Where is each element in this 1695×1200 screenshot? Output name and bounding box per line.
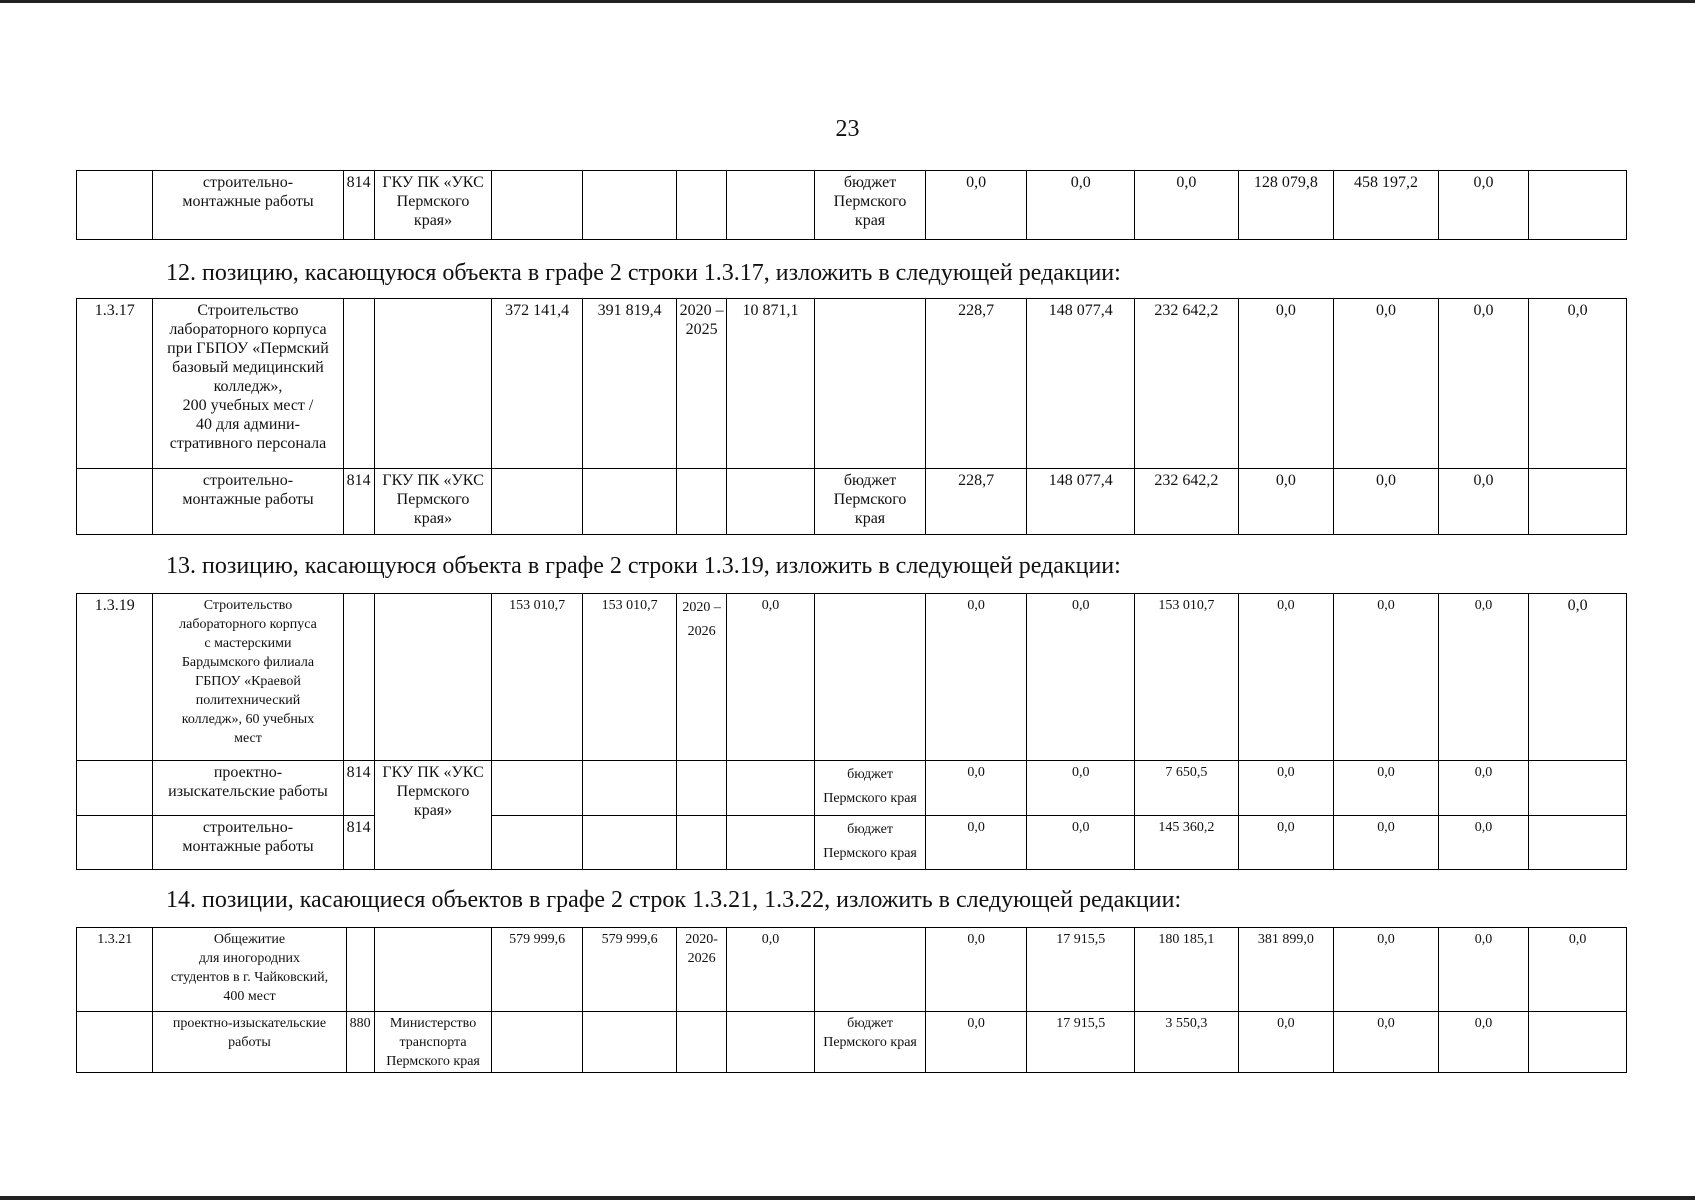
cell: 148 077,4: [1027, 469, 1135, 535]
cell: 0,0: [1027, 816, 1135, 870]
table-row: [77, 816, 1627, 870]
budget-table-1-3-17: [76, 298, 1627, 535]
cell: [677, 761, 726, 816]
funding-source: бюджет Пермского края: [815, 171, 926, 240]
cell: 579 999,6: [492, 928, 583, 1012]
cell: 0,0: [1334, 299, 1439, 469]
cell: 0,0: [1438, 816, 1529, 870]
cell: 145 360,2: [1135, 816, 1239, 870]
row-code: [77, 469, 153, 535]
cell: [677, 1012, 726, 1073]
cell: 0,0: [1238, 816, 1334, 870]
cell: 0,0: [1027, 594, 1135, 761]
cell: 0,0: [1334, 761, 1439, 816]
work-type: строительно- монтажные работы: [153, 171, 343, 240]
page-number: 23: [835, 116, 860, 142]
cell: 0,0: [1529, 594, 1627, 761]
work-type: проектно-изыскательские работы: [153, 1012, 346, 1073]
cell: 232 642,2: [1135, 469, 1239, 535]
cell: [374, 299, 492, 469]
cell: [1529, 171, 1627, 240]
budget-table-continuation: [76, 170, 1627, 240]
cell: 391 819,4: [582, 299, 677, 469]
cell: [1529, 1012, 1627, 1073]
cell: 0,0: [1027, 171, 1135, 240]
cell: 0,0: [1238, 469, 1334, 535]
cell: [343, 299, 374, 469]
object-name: Строительство лабораторного корпуса с мастерскими Бардымского филиала ГБПОУ «Краевой политехнический колледж», 60 учебных мест: [153, 594, 343, 761]
heading-item-12: 12. позицию, касающуюся объекта в графе 2 строки 1.3.17, изложить в следующей редакции:: [166, 260, 1121, 286]
row-code: 1.3.17: [77, 299, 153, 469]
cell: [726, 761, 815, 816]
executor: ГКУ ПК «УКС Пермского края»: [374, 761, 492, 870]
table-row: [77, 1012, 1627, 1073]
cell: [492, 1012, 583, 1073]
cell: 232 642,2: [1135, 299, 1239, 469]
cell: [677, 171, 726, 240]
funding-source: бюджет Пермского края: [815, 469, 926, 535]
admin-code: 880: [346, 1012, 374, 1073]
funding-source: бюджет Пермского края: [815, 1012, 926, 1073]
cell: 3 550,3: [1135, 1012, 1239, 1073]
cell: 10 871,1: [726, 299, 815, 469]
page-top-edge: [0, 0, 1695, 3]
admin-code: 814: [343, 469, 374, 535]
table-row: [77, 594, 1627, 761]
cell: 0,0: [1438, 594, 1529, 761]
cell: [492, 761, 583, 816]
object-name: Общежитие для иногородних студентов в г. Чайковский, 400 мест: [153, 928, 346, 1012]
executor: ГКУ ПК «УКС Пермского края»: [374, 469, 492, 535]
cell: 0,0: [1238, 761, 1334, 816]
cell: 0,0: [925, 1012, 1027, 1073]
funding-source: бюджет Пермского края: [815, 816, 926, 870]
cell: 0,0: [1438, 928, 1529, 1012]
cell: [726, 469, 815, 535]
cell: [1529, 469, 1627, 535]
page-bottom-edge: [0, 1196, 1695, 1200]
cell: 0,0: [1238, 594, 1334, 761]
cell: [677, 816, 726, 870]
cell: [726, 1012, 815, 1073]
cell: 17 915,5: [1027, 928, 1135, 1012]
cell: 0,0: [1334, 1012, 1439, 1073]
work-type: проектно- изыскательские работы: [153, 761, 343, 816]
cell: [582, 469, 677, 535]
table-row: [77, 469, 1627, 535]
cell: 0,0: [1438, 469, 1529, 535]
cell: [582, 816, 677, 870]
cell: [726, 171, 815, 240]
executor: ГКУ ПК «УКС Пермского края»: [374, 171, 492, 240]
object-name: Строительство лабораторного корпуса при ГБПОУ «Пермский базовый медицинский колледж», 200 учебных мест / 40 для админи- стративного персонала: [153, 299, 343, 469]
cell: [492, 816, 583, 870]
cell: 0,0: [1438, 1012, 1529, 1073]
cell: [815, 928, 926, 1012]
work-type: строительно- монтажные работы: [153, 469, 343, 535]
row-code: 1.3.21: [77, 928, 153, 1012]
cell: 228,7: [925, 299, 1027, 469]
cell: 153 010,7: [1135, 594, 1239, 761]
cell: 0,0: [925, 928, 1027, 1012]
cell: 17 915,5: [1027, 1012, 1135, 1073]
period: 2020- 2026: [677, 928, 726, 1012]
cell: 180 185,1: [1135, 928, 1239, 1012]
cell: 7 650,5: [1135, 761, 1239, 816]
cell: 228,7: [925, 469, 1027, 535]
cell: [582, 761, 677, 816]
cell: 458 197,2: [1334, 171, 1439, 240]
admin-code: 814: [343, 816, 374, 870]
cell: [374, 928, 492, 1012]
cell: [726, 816, 815, 870]
row-code: [77, 1012, 153, 1073]
cell: [1529, 816, 1627, 870]
cell: 0,0: [1438, 171, 1529, 240]
row-code: [77, 816, 153, 870]
cell: 381 899,0: [1238, 928, 1334, 1012]
table-row: [77, 761, 1627, 816]
cell: [582, 1012, 677, 1073]
cell: 0,0: [925, 816, 1027, 870]
work-type: строительно- монтажные работы: [153, 816, 343, 870]
budget-table-1-3-21: [76, 927, 1627, 1073]
cell: [1529, 761, 1627, 816]
table-row: [77, 928, 1627, 1012]
cell: 0,0: [1135, 171, 1239, 240]
cell: 0,0: [1238, 1012, 1334, 1073]
period: 2020 – 2026: [677, 594, 726, 761]
cell: 0,0: [1334, 469, 1439, 535]
funding-source: бюджет Пермского края: [815, 761, 926, 816]
cell: 0,0: [1438, 761, 1529, 816]
heading-item-14: 14. позиции, касающиеся объектов в графе 2 строк 1.3.21, 1.3.22, изложить в следующей редакции:: [166, 887, 1182, 913]
cell: 0,0: [925, 761, 1027, 816]
cell: 0,0: [1334, 816, 1439, 870]
cell: 0,0: [1529, 928, 1627, 1012]
cell: 153 010,7: [582, 594, 677, 761]
admin-code: 814: [343, 761, 374, 816]
cell: 579 999,6: [582, 928, 677, 1012]
cell: [374, 594, 492, 761]
cell: 372 141,4: [492, 299, 583, 469]
table-row: [77, 171, 1627, 240]
cell: [815, 299, 926, 469]
cell: 0,0: [1334, 594, 1439, 761]
period: 2020 – 2025: [677, 299, 726, 469]
cell: 153 010,7: [492, 594, 583, 761]
cell: 0,0: [1027, 761, 1135, 816]
cell: [346, 928, 374, 1012]
cell: [677, 469, 726, 535]
cell: 0,0: [726, 594, 815, 761]
budget-table-1-3-19: [76, 593, 1627, 870]
cell: 0,0: [1529, 299, 1627, 469]
cell: [343, 594, 374, 761]
row-code: [77, 171, 153, 240]
heading-item-13: 13. позицию, касающуюся объекта в графе 2 строки 1.3.19, изложить в следующей редакции:: [166, 553, 1121, 579]
cell: [582, 171, 677, 240]
cell: [492, 469, 583, 535]
table-row: [77, 299, 1627, 469]
admin-code: 814: [343, 171, 374, 240]
cell: 0,0: [1438, 299, 1529, 469]
cell: 148 077,4: [1027, 299, 1135, 469]
row-code: 1.3.19: [77, 594, 153, 761]
cell: [815, 594, 926, 761]
cell: 0,0: [925, 171, 1027, 240]
executor: Министерство транспорта Пермского края: [374, 1012, 492, 1073]
cell: [492, 171, 583, 240]
cell: 0,0: [925, 594, 1027, 761]
cell: 0,0: [1238, 299, 1334, 469]
row-code: [77, 761, 153, 816]
cell: 128 079,8: [1238, 171, 1334, 240]
cell: 0,0: [1334, 928, 1439, 1012]
cell: 0,0: [726, 928, 815, 1012]
